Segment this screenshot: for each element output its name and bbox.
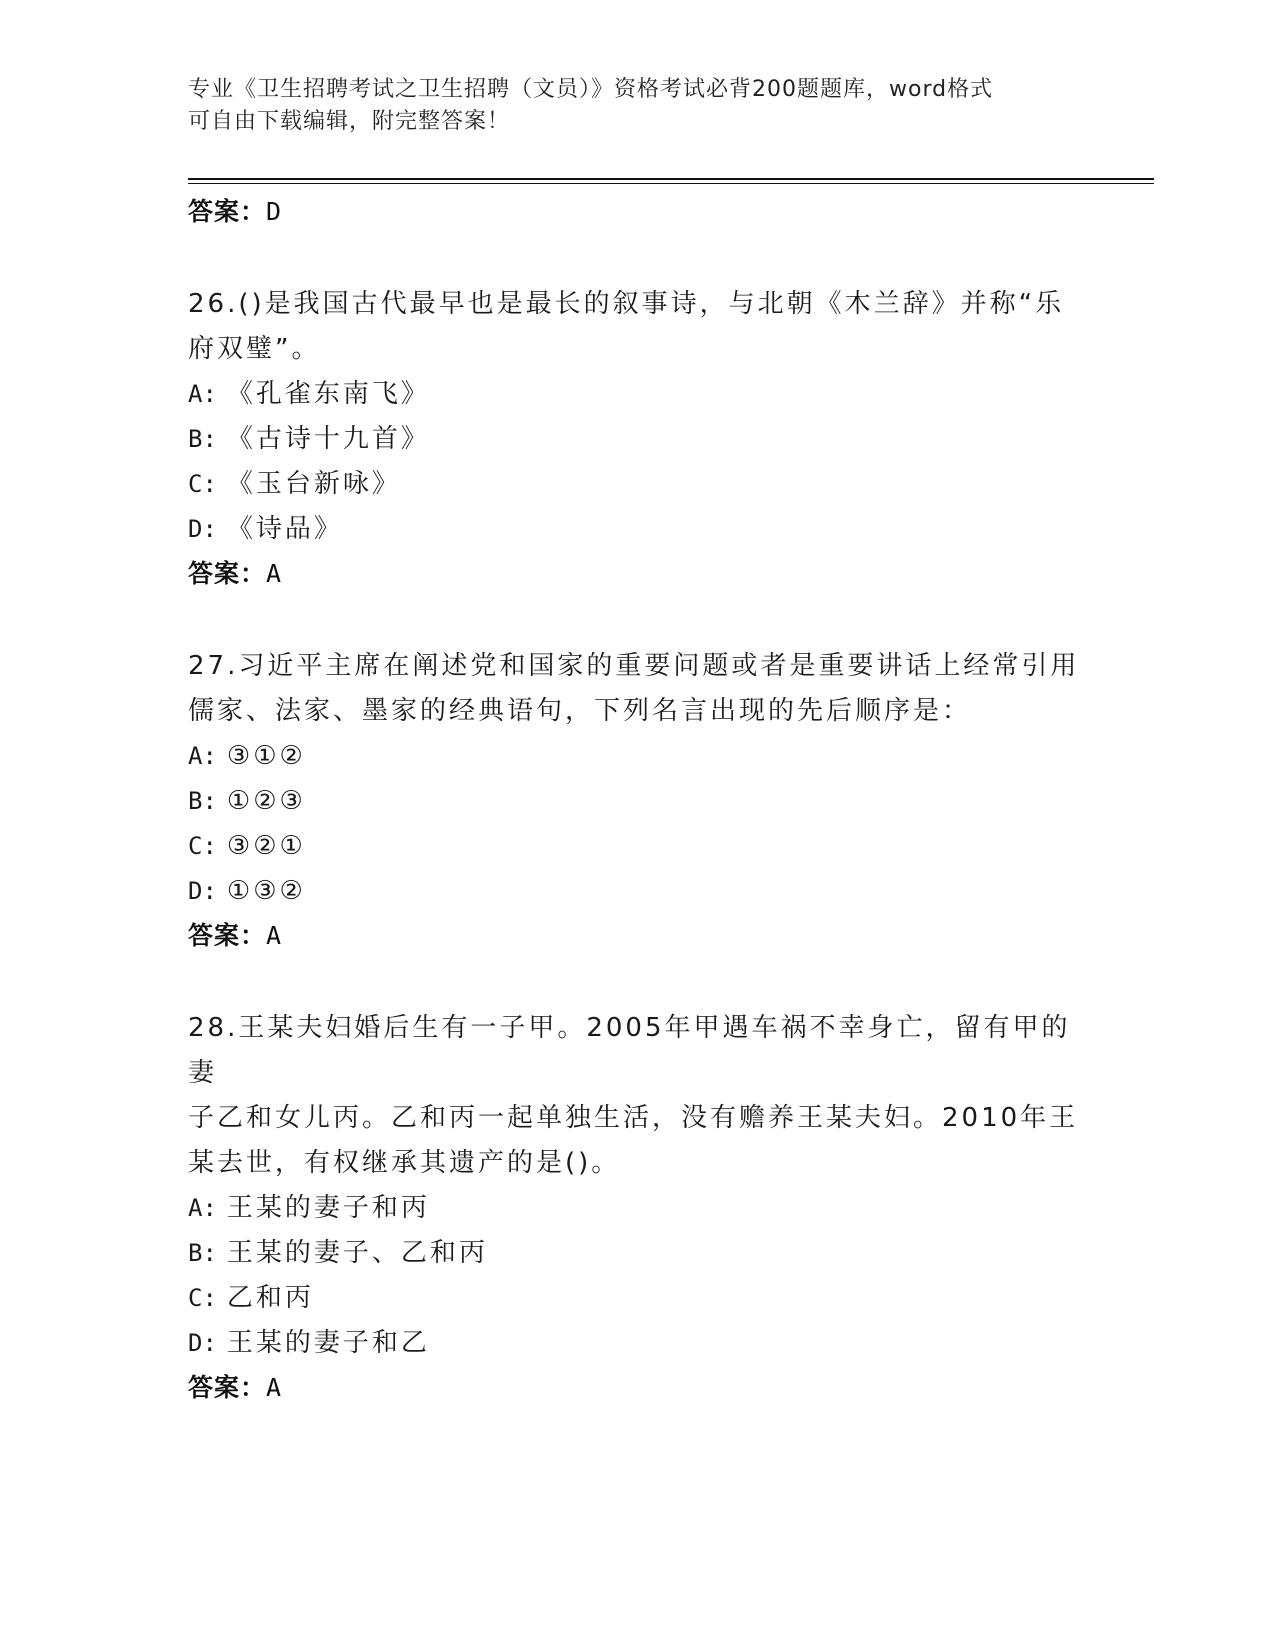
option-letter: A: xyxy=(188,1194,217,1222)
option-letter: B: xyxy=(188,1239,217,1267)
option-d xyxy=(188,1321,1088,1366)
option-d xyxy=(188,507,1088,552)
option-letter: D: xyxy=(188,515,217,543)
question-stem-line: 府双璧”。 xyxy=(188,334,321,364)
option-text: ①③② xyxy=(226,876,306,906)
answer-label: 答案： xyxy=(188,1373,267,1402)
question-stem xyxy=(188,282,1088,372)
answer-value: A xyxy=(266,1373,283,1402)
previous-answer xyxy=(188,190,1088,234)
option-c xyxy=(188,462,1088,507)
option-a xyxy=(188,372,1088,417)
option-text: 《古诗十九首》 xyxy=(226,424,430,454)
answer xyxy=(188,914,1088,958)
answer-label: 答案： xyxy=(188,559,267,588)
question-28 xyxy=(188,1006,1088,1410)
option-text: 乙和丙 xyxy=(226,1283,314,1313)
option-text: 《孔雀东南飞》 xyxy=(226,379,430,409)
option-d xyxy=(188,869,1088,914)
option-letter: A: xyxy=(188,380,217,408)
option-letter: D: xyxy=(188,1329,217,1357)
answer-label: 答案： xyxy=(188,197,267,226)
option-text: 王某的妻子、乙和丙 xyxy=(226,1238,488,1268)
option-letter: C: xyxy=(188,832,217,860)
question-26 xyxy=(188,282,1088,596)
question-stem-line: 26.()是我国古代最早也是最长的叙事诗，与北朝《木兰辞》并称“乐 xyxy=(188,289,1065,319)
question-stem xyxy=(188,1006,1088,1186)
option-letter: D: xyxy=(188,877,217,905)
option-a xyxy=(188,734,1088,779)
option-text: 王某的妻子和丙 xyxy=(226,1193,430,1223)
option-text: ③①② xyxy=(226,741,306,771)
option-a xyxy=(188,1186,1088,1231)
answer-value: A xyxy=(266,921,283,950)
option-letter: A: xyxy=(188,742,217,770)
option-b xyxy=(188,779,1088,824)
header-title-line-1: 专业《卫生招聘考试之卫生招聘（文员）》资格考试必背200题题库，word格式 xyxy=(188,77,994,102)
header-rule-thin xyxy=(188,183,1154,184)
answer xyxy=(188,552,1088,596)
question-stem-line: 某去世，有权继承其遗产的是()。 xyxy=(188,1148,621,1178)
answer-label: 答案： xyxy=(188,921,267,950)
question-stem-line: 子乙和女儿丙。乙和丙一起单独生活，没有赡养王某夫妇。2010年王 xyxy=(188,1103,1079,1133)
option-letter: B: xyxy=(188,787,217,815)
option-text: 《诗品》 xyxy=(226,514,343,544)
header-rule xyxy=(188,178,1154,180)
answer-value: A xyxy=(266,559,283,588)
option-letter: C: xyxy=(188,470,217,498)
page-header xyxy=(188,74,1088,138)
question-stem-line: 儒家、法家、墨家的经典语句，下列名言出现的先后顺序是： xyxy=(188,696,972,726)
option-c xyxy=(188,824,1088,869)
question-list xyxy=(188,190,1088,1410)
question-stem xyxy=(188,644,1088,734)
option-text: 《玉台新咏》 xyxy=(226,469,401,499)
option-letter: C: xyxy=(188,1284,217,1312)
option-text: ①②③ xyxy=(226,786,306,816)
answer-value: D xyxy=(266,197,283,226)
option-text: ③②① xyxy=(226,831,306,861)
question-27 xyxy=(188,644,1088,958)
question-stem-line: 28.王某夫妇婚后生有一子甲。2005年甲遇车祸不幸身亡，留有甲的妻 xyxy=(188,1013,1071,1088)
option-c xyxy=(188,1276,1088,1321)
option-b xyxy=(188,417,1088,462)
question-stem-line: 27.习近平主席在阐述党和国家的重要问题或者是重要讲话上经常引用 xyxy=(188,651,1080,681)
header-title-line-2: 可自由下载编辑，附完整答案！ xyxy=(188,109,511,134)
answer xyxy=(188,1366,1088,1410)
option-text: 王某的妻子和乙 xyxy=(226,1328,430,1358)
option-b xyxy=(188,1231,1088,1276)
option-letter: B: xyxy=(188,425,217,453)
